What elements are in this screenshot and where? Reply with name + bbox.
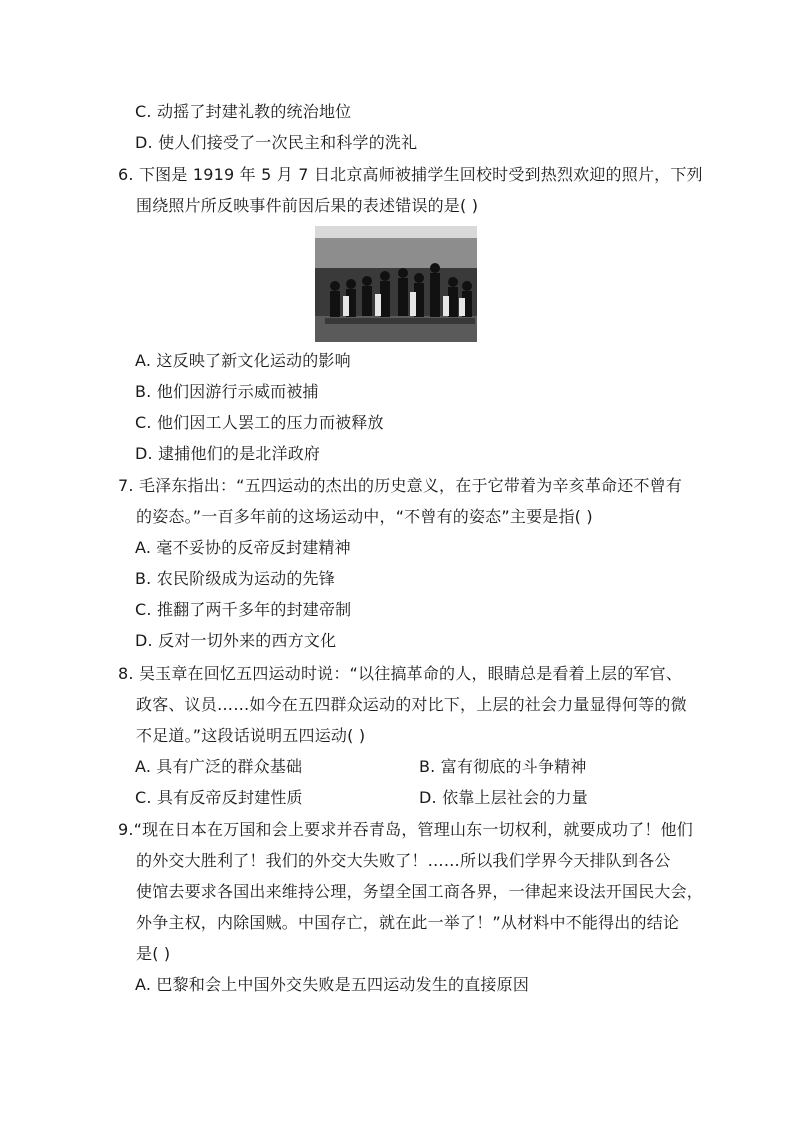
q7-option-c: C. 推翻了两千多年的封建帝制 bbox=[135, 600, 352, 619]
q5-option-c: C. 动摇了封建礼教的统治地位 bbox=[135, 102, 352, 121]
q9-stem-line3: 使馆去要求各国出来维持公理，务望全国工商各界，一律起来设法开国民大会， bbox=[136, 882, 704, 901]
q9-stem-line5: 是( ) bbox=[136, 944, 171, 963]
q6-option-b: B. 他们因游行示威而被捕 bbox=[135, 382, 319, 401]
crowd-photo-icon bbox=[315, 226, 477, 342]
q7-option-a: A. 毫不妥协的反帝反封建精神 bbox=[135, 538, 351, 557]
historical-photo-icon bbox=[315, 226, 477, 342]
q6-stem-line2: 围绕照片所反映事件前因后果的表述错误的是( ) bbox=[136, 196, 479, 215]
q8-option-c: C. 具有反帝反封建性质 bbox=[135, 788, 303, 807]
q8-option-d: D. 依靠上层社会的力量 bbox=[419, 788, 588, 807]
q8-option-a: A. 具有广泛的群众基础 bbox=[135, 757, 303, 776]
q5-option-d: D. 使人们接受了一次民主和科学的洗礼 bbox=[135, 133, 418, 152]
q8-stem-line2: 政客、议员……如今在五四群众运动的对比下，上层的社会力量显得何等的微 bbox=[136, 695, 687, 714]
q9-option-a: A. 巴黎和会上中国外交失败是五四运动发生的直接原因 bbox=[135, 975, 530, 994]
q9-stem-line2: 的外交大胜利了！我们的外交大失败了！……所以我们学界今天排队到各公 bbox=[136, 851, 671, 870]
q6-stem-line1: 6. 下图是 1919 年 5 月 7 日北京高师被捕学生回校时受到热烈欢迎的照片，下列 bbox=[118, 165, 703, 184]
q8-option-b: B. 富有彻底的斗争精神 bbox=[419, 757, 587, 776]
q7-option-d: D. 反对一切外来的西方文化 bbox=[135, 631, 337, 650]
q8-stem-line1: 8. 吴玉章在回忆五四运动时说：“以往搞革命的人，眼睛总是看着上层的军官、 bbox=[118, 664, 683, 683]
q9-stem-line1: 9.“现在日本在万国和会上要求并吞青岛，管理山东一切权利，就要成功了！他们 bbox=[118, 820, 693, 839]
q7-stem-line1: 7. 毛泽东指出：“五四运动的杰出的历史意义，在于它带着为辛亥革命还不曾有 bbox=[118, 476, 683, 495]
q8-stem-line3: 不足道。”这段话说明五四运动( ) bbox=[136, 726, 366, 745]
q6-option-d: D. 逮捕他们的是北洋政府 bbox=[135, 444, 321, 463]
q6-option-a: A. 这反映了新文化运动的影响 bbox=[135, 351, 351, 370]
q7-stem-line2: 的姿态。”一百多年前的这场运动中，“不曾有的姿态”主要是指( ) bbox=[136, 507, 593, 526]
q6-option-c: C. 他们因工人罢工的压力而被释放 bbox=[135, 413, 384, 432]
q9-stem-line4: 外争主权，内除国贼。中国存亡，就在此一举了！”从材料中不能得出的结论 bbox=[136, 913, 680, 932]
q7-option-b: B. 农民阶级成为运动的先锋 bbox=[135, 569, 335, 588]
